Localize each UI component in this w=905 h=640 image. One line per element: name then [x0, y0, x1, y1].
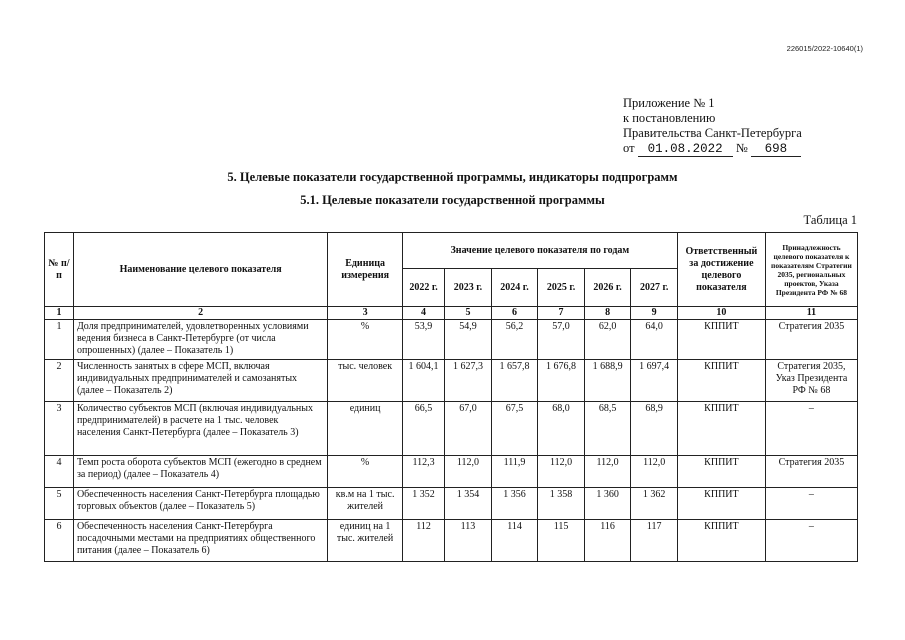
row-value: 1 697,4 — [631, 360, 678, 402]
header-num: № п/п — [45, 233, 74, 307]
row-responsible: КППИТ — [677, 456, 765, 488]
row-value: 54,9 — [445, 320, 492, 360]
row-value: 1 352 — [402, 488, 444, 520]
table-row — [45, 488, 858, 520]
resolution-date: 01.08.2022 — [638, 143, 733, 157]
row-value: 112,0 — [538, 456, 585, 488]
row-value: 112,0 — [445, 456, 492, 488]
column-number: 5 — [445, 307, 492, 320]
row-name: Доля предпринимателей, удовлетворенных условиями ведения бизнеса в Санкт-Петербурге (от числа опрошенных) (далее – Показатель 1) — [73, 320, 327, 360]
row-unit: единиц — [328, 402, 402, 456]
column-number: 2 — [73, 307, 327, 320]
table-row — [45, 520, 858, 562]
row-value: 62,0 — [584, 320, 631, 360]
row-value: 64,0 — [631, 320, 678, 360]
row-responsible: КППИТ — [677, 320, 765, 360]
row-num: 3 — [45, 402, 74, 456]
row-value: 1 362 — [631, 488, 678, 520]
row-name: Темп роста оборота субъектов МСП (ежегодно в среднем за период) (далее – Показатель 4) — [73, 456, 327, 488]
row-name: Обеспеченность населения Санкт-Петербурга площадью торговых объектов (далее – Показатель 5) — [73, 488, 327, 520]
row-belonging: – — [765, 520, 857, 562]
row-responsible: КППИТ — [677, 488, 765, 520]
row-value: 57,0 — [538, 320, 585, 360]
appendix-date-line — [623, 141, 802, 157]
row-num: 6 — [45, 520, 74, 562]
column-number: 4 — [402, 307, 444, 320]
row-value: 1 356 — [491, 488, 538, 520]
row-value: 116 — [584, 520, 631, 562]
appendix-line-3: Правительства Санкт-Петербурга — [623, 126, 802, 140]
header-values-group: Значение целевого показателя по годам — [402, 233, 677, 269]
header-unit: Единица измерения — [328, 233, 402, 307]
header-responsible: Ответственный за достижение целевого показателя — [677, 233, 765, 307]
row-num: 5 — [45, 488, 74, 520]
row-belonging: – — [765, 488, 857, 520]
row-belonging: Стратегия 2035 — [765, 320, 857, 360]
row-value: 1 604,1 — [402, 360, 444, 402]
row-value: 1 358 — [538, 488, 585, 520]
row-unit: % — [328, 456, 402, 488]
document-registration-code: 226015/2022-10640(1) — [786, 44, 863, 53]
section-title: 5. Целевые показатели государственной программы, индикаторы подпрограмм — [227, 170, 678, 184]
header-year: 2024 г. — [491, 269, 538, 307]
row-value: 68,0 — [538, 402, 585, 456]
table-row — [45, 360, 858, 402]
target-indicators-table — [44, 232, 858, 562]
row-value: 1 627,3 — [445, 360, 492, 402]
column-number: 9 — [631, 307, 678, 320]
table-row — [45, 456, 858, 488]
row-unit: % — [328, 320, 402, 360]
row-value: 68,9 — [631, 402, 678, 456]
row-name: Количество субъектов МСП (включая индивидуальных предпринимателей) в расчете на 1 тыс. человек населения Санкт-Петербурга (далее – Показатель 3) — [73, 402, 327, 456]
header-name: Наименование целевого показателя — [73, 233, 327, 307]
row-responsible: КППИТ — [677, 402, 765, 456]
row-value: 111,9 — [491, 456, 538, 488]
row-value: 1 688,9 — [584, 360, 631, 402]
row-value: 1 354 — [445, 488, 492, 520]
row-value: 112,3 — [402, 456, 444, 488]
row-value: 112,0 — [584, 456, 631, 488]
row-value: 114 — [491, 520, 538, 562]
row-value: 115 — [538, 520, 585, 562]
row-responsible: КППИТ — [677, 520, 765, 562]
table-label: Таблица 1 — [803, 213, 857, 227]
header-year: 2023 г. — [445, 269, 492, 307]
column-number: 10 — [677, 307, 765, 320]
column-number: 1 — [45, 307, 74, 320]
row-unit: кв.м на 1 тыс. жителей — [328, 488, 402, 520]
date-prefix: от — [623, 141, 635, 155]
row-value: 56,2 — [491, 320, 538, 360]
resolution-number: 698 — [751, 143, 801, 157]
header-year: 2022 г. — [402, 269, 444, 307]
row-value: 1 657,8 — [491, 360, 538, 402]
row-value: 67,5 — [491, 402, 538, 456]
row-value: 1 360 — [584, 488, 631, 520]
header-year: 2026 г. — [584, 269, 631, 307]
header-belonging: Принадлежность целевого показателя к показателям Стратегии 2035, региональных проектов, Указа Президента РФ № 68 — [765, 233, 857, 307]
appendix-header — [623, 96, 802, 157]
header-year: 2025 г. — [538, 269, 585, 307]
row-belonging: Стратегия 2035, Указ Президента РФ № 68 — [765, 360, 857, 402]
row-num: 2 — [45, 360, 74, 402]
column-number: 6 — [491, 307, 538, 320]
column-number: 11 — [765, 307, 857, 320]
appendix-line-1: Приложение № 1 — [623, 96, 715, 110]
number-prefix: № — [735, 141, 748, 155]
row-value: 68,5 — [584, 402, 631, 456]
column-number: 3 — [328, 307, 402, 320]
row-value: 117 — [631, 520, 678, 562]
row-value: 112,0 — [631, 456, 678, 488]
table-header-row-1 — [45, 233, 858, 269]
row-value: 53,9 — [402, 320, 444, 360]
row-value: 112 — [402, 520, 444, 562]
row-num: 4 — [45, 456, 74, 488]
header-year: 2027 г. — [631, 269, 678, 307]
row-value: 113 — [445, 520, 492, 562]
row-value: 1 676,8 — [538, 360, 585, 402]
subsection-title: 5.1. Целевые показатели государственной программы — [300, 193, 605, 207]
column-number: 7 — [538, 307, 585, 320]
row-value: 67,0 — [445, 402, 492, 456]
column-number: 8 — [584, 307, 631, 320]
row-name: Обеспеченность населения Санкт-Петербурга посадочными местами на предприятиях общественного питания (далее – Показатель 6) — [73, 520, 327, 562]
table-row — [45, 320, 858, 360]
row-unit: единиц на 1 тыс. жителей — [328, 520, 402, 562]
row-unit: тыс. человек — [328, 360, 402, 402]
table-row — [45, 402, 858, 456]
row-responsible: КППИТ — [677, 360, 765, 402]
column-number-row — [45, 307, 858, 320]
row-belonging: – — [765, 402, 857, 456]
row-belonging: Стратегия 2035 — [765, 456, 857, 488]
row-name: Численность занятых в сфере МСП, включая индивидуальных предпринимателей и самозанятых (далее – Показатель 2) — [73, 360, 327, 402]
row-value: 66,5 — [402, 402, 444, 456]
row-num: 1 — [45, 320, 74, 360]
appendix-line-2: к постановлению — [623, 111, 716, 125]
